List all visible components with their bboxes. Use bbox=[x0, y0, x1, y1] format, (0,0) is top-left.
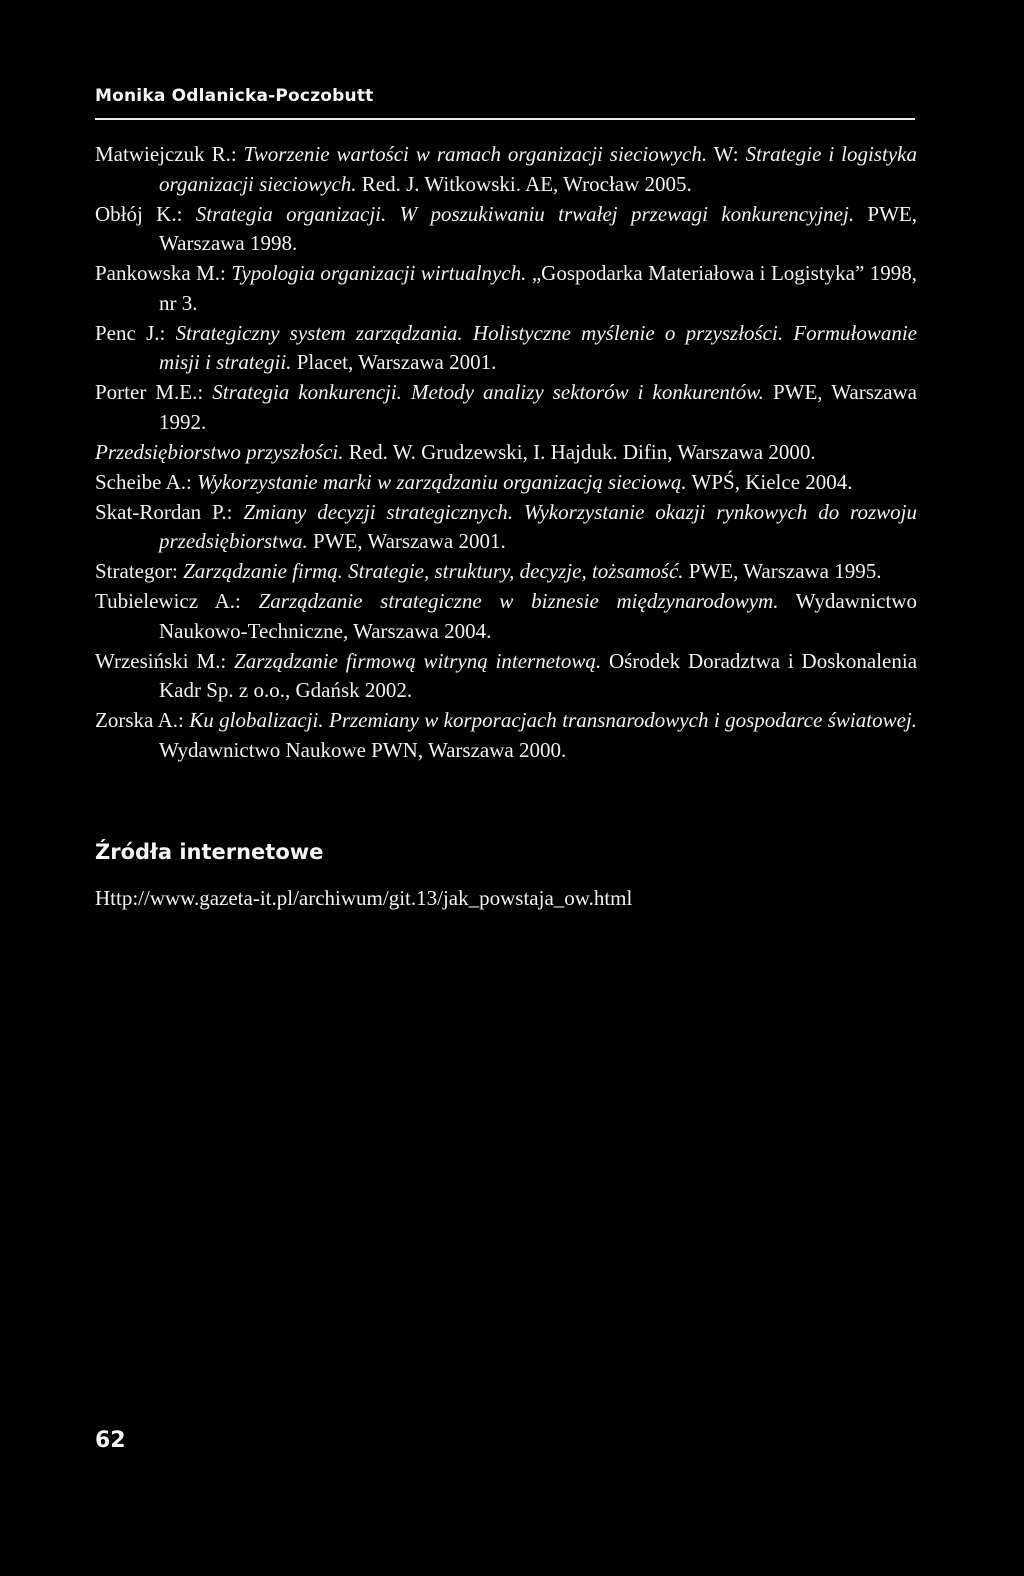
entry-text: PWE, Warszawa 2001. bbox=[307, 529, 506, 553]
entry-title-italic: Zarządzanie firmą. Strategie, struktury, decyzje, tożsamość. bbox=[183, 559, 684, 583]
bibliography-entry bbox=[95, 706, 917, 765]
entry-text: PWE, Warszawa 1995. bbox=[683, 559, 882, 583]
entry-title-italic: Przedsiębiorstwo przyszłości. bbox=[95, 439, 344, 464]
bibliography-entry bbox=[95, 498, 917, 557]
entry-text: Red. W. Grudzewski, I. Hajduk. Difin, Warszawa 2000. bbox=[343, 439, 816, 464]
bibliography-entry bbox=[95, 140, 917, 199]
entry-text: Skat-Rordan P.: bbox=[95, 499, 244, 524]
entry-text: Red. J. Witkowski. AE, Wrocław 2005. bbox=[356, 171, 692, 196]
bibliography-entry bbox=[95, 647, 917, 706]
bibliography-entry bbox=[95, 468, 917, 498]
entry-title-italic: Strategia organizacji. W poszukiwaniu trwałej przewagi konkurencyjnej. bbox=[195, 201, 855, 226]
entry-text: Wydawnictwo Naukowe PWN, Warszawa 2000. bbox=[159, 737, 567, 762]
header-rule bbox=[95, 118, 915, 120]
entry-text: Scheibe A.: bbox=[95, 469, 198, 494]
entry-title-italic: Typologia organizacji wirtualnych. bbox=[231, 261, 527, 285]
entry-text: PWE, Warszawa 1992. bbox=[159, 380, 917, 434]
entry-text: Placet, Warszawa 2001. bbox=[291, 350, 497, 374]
bibliography-entry bbox=[95, 587, 917, 646]
entry-title-italic: Wykorzystanie marki w zarządzaniu organizacją sieciową. bbox=[197, 469, 687, 494]
bibliography-entry bbox=[95, 259, 917, 318]
entry-title-italic: Strategia konkurencji. Metody analizy sektorów i konkurentów. bbox=[212, 380, 764, 404]
bibliography-entry bbox=[95, 319, 917, 378]
entry-title-italic: Tworzenie wartości w ramach organizacji sieciowych. bbox=[243, 142, 708, 166]
entry-text: Wydawnictwo Naukowo-Techniczne, Warszawa 2004. bbox=[159, 589, 918, 643]
entry-text: Pankowska M.: bbox=[95, 261, 232, 285]
bibliography-entry bbox=[95, 378, 917, 437]
entry-text: Obłój K.: bbox=[95, 201, 196, 226]
entry-title-italic: Ku globalizacji. Przemiany w korporacjach transnarodowych i gospodarce światowej. bbox=[189, 708, 917, 732]
section-title: Źródła internetowe bbox=[95, 840, 324, 864]
bibliography-entry bbox=[95, 438, 917, 468]
bibliography-entry bbox=[95, 557, 917, 587]
entry-text: WPŚ, Kielce 2004. bbox=[686, 469, 853, 494]
entry-text: Ośrodek Doradztwa i Doskonalenia Kadr Sp. z o.o., Gdańsk 2002. bbox=[159, 648, 918, 702]
entry-text: W: bbox=[707, 142, 746, 166]
entry-text: Strategor: bbox=[95, 559, 184, 583]
entry-text: Matwiejczuk R.: bbox=[95, 142, 244, 166]
entry-text: Porter M.E.: bbox=[95, 380, 213, 404]
entry-text: Penc J.: bbox=[95, 320, 176, 345]
entry-title-italic: Zarządzanie strategiczne w biznesie międzynarodowym. bbox=[258, 589, 779, 613]
entry-text: Zorska A.: bbox=[95, 708, 190, 732]
entry-text: PWE, Warszawa 1998. bbox=[159, 201, 918, 255]
entry-text: Wrzesiński M.: bbox=[95, 648, 235, 673]
entry-title-italic: Strategiczny system zarządzania. Holistyczne myślenie o przyszłości. Formułowanie misji i strategii. bbox=[159, 320, 917, 374]
entry-text: „Gospodarka Materiałowa i Logistyka” 1998, nr 3. bbox=[159, 261, 918, 315]
entry-text: Tubielewicz A.: bbox=[95, 589, 259, 613]
entry-title-italic: Strategie i logistyka organizacji sieciowych. bbox=[159, 142, 917, 196]
bibliography-entry bbox=[95, 200, 917, 259]
entry-title-italic: Zmiany decyzji strategicznych. Wykorzystanie okazji rynkowych do rozwoju przedsiębiorstwa. bbox=[159, 499, 917, 553]
bibliography-list bbox=[95, 140, 917, 766]
page-number: 62 bbox=[95, 1428, 126, 1453]
running-head: Monika Odlanicka-Poczobutt bbox=[95, 86, 374, 106]
internet-source-url: Http://www.gazeta-it.pl/archiwum/git.13/jak_powstaja_ow.html bbox=[95, 886, 633, 910]
entry-title-italic: Zarządzanie firmową witryną internetową. bbox=[234, 648, 602, 673]
